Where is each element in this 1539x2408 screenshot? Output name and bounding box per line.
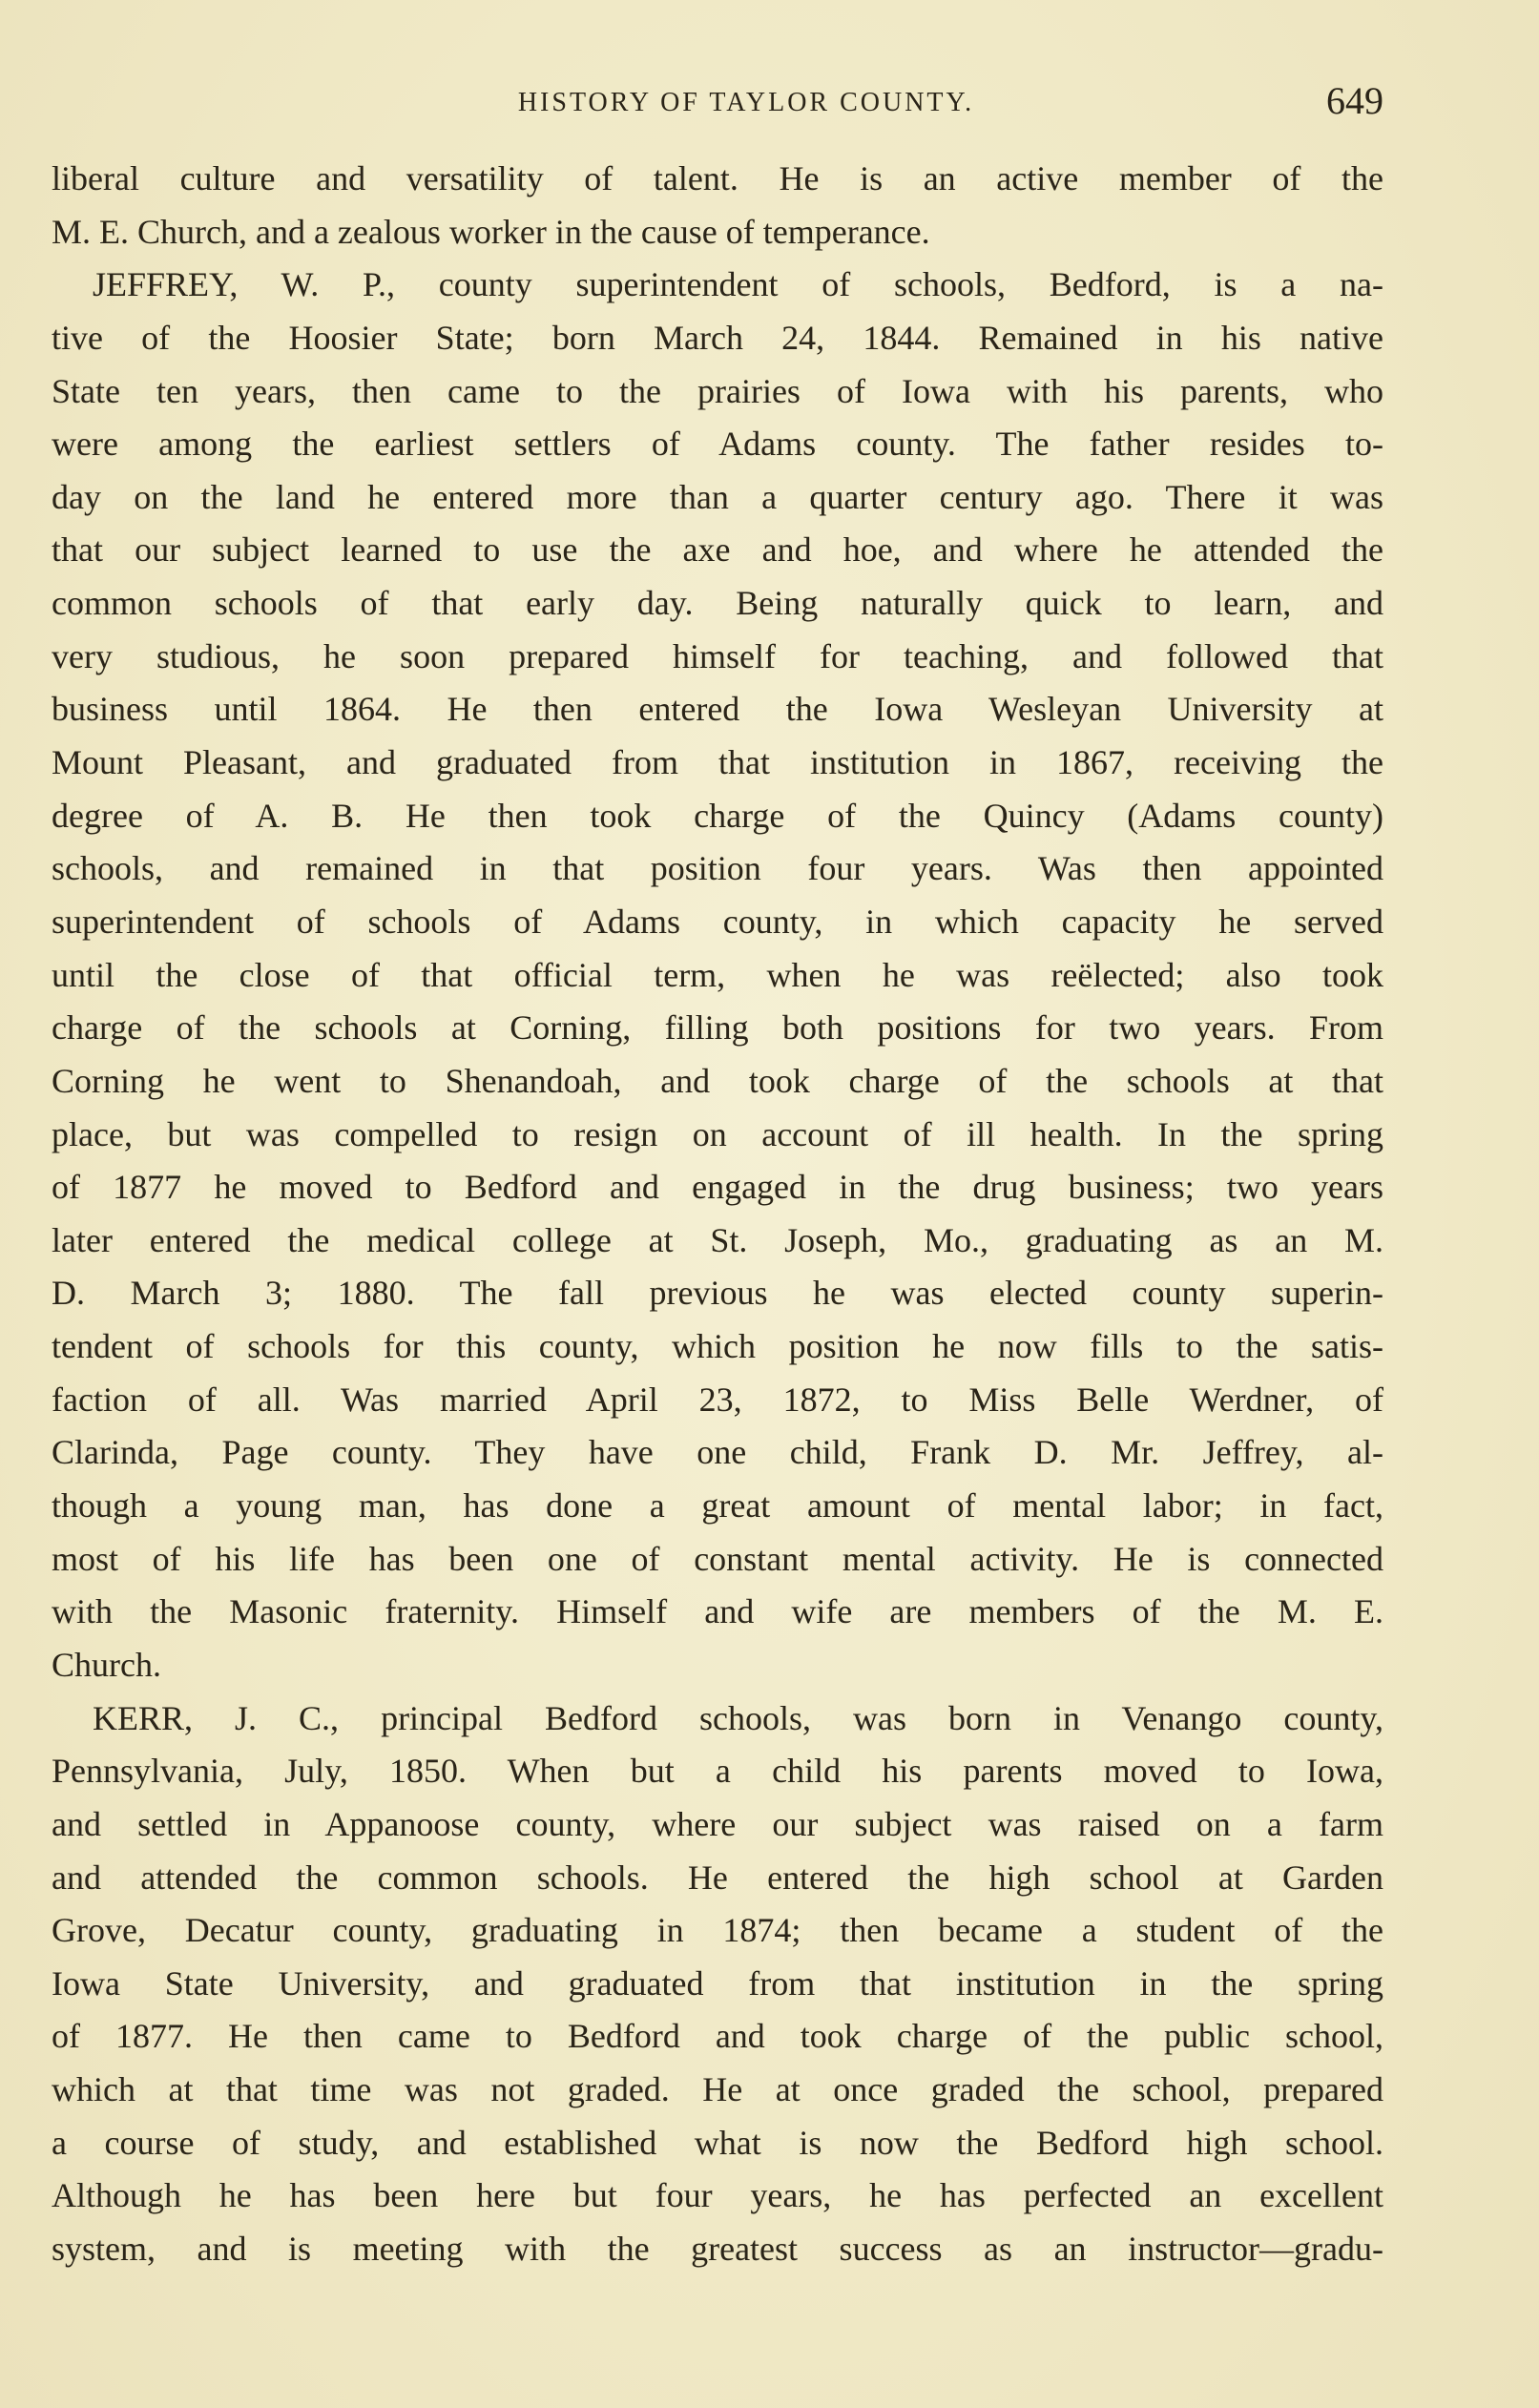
text-line: and attended the common schools. He entered the high school at Garden	[52, 1858, 1383, 1897]
text-line: most of his life has been one of constant mental activity. He is connected	[52, 1539, 1383, 1578]
text-line: system, and is meeting with the greatest success as an instructor—gradu-	[52, 2229, 1383, 2268]
text-line: business until 1864. He then entered the Iowa Wesleyan University at	[52, 690, 1383, 729]
text-line: a course of study, and established what is now the Bedford high school.	[52, 2123, 1383, 2162]
text-line: and settled in Appanoose county, where our subject was raised on a farm	[52, 1804, 1383, 1843]
text-line: which at that time was not graded. He at once graded the school, prepared	[52, 2070, 1383, 2109]
text-line: common schools of that early day. Being naturally quick to learn, and	[52, 584, 1383, 623]
text-line: superintendent of schools of Adams county, in which capacity he served	[52, 902, 1383, 941]
text-line: day on the land he entered more than a quarter century ago. There it was	[52, 477, 1383, 516]
text-line: with the Masonic fraternity. Himself and wife are members of the M. E.	[52, 1592, 1383, 1631]
text-line: of 1877 he moved to Bedford and engaged in the drug business; two years	[52, 1168, 1383, 1207]
text-line: D. March 3; 1880. The fall previous he was elected county superin-	[52, 1274, 1383, 1313]
text-line: Although he has been here but four years, he has perfected an excellent	[52, 2176, 1383, 2215]
text-line: State ten years, then came to the prairies of Iowa with his parents, who	[52, 371, 1383, 410]
text-line: were among the earliest settlers of Adams county. The father resides to-	[52, 425, 1383, 464]
text-line: Corning he went to Shenandoah, and took charge of the schools at that	[52, 1061, 1383, 1100]
text-line: KERR, J. C., principal Bedford schools, was born in Venango county,	[93, 1698, 1383, 1737]
text-line: tive of the Hoosier State; born March 24, 1844. Remained in his native	[52, 318, 1383, 357]
text-line: that our subject learned to use the axe and hoe, and where he attended the	[52, 530, 1383, 570]
text-line: M. E. Church, and a zealous worker in the cause of temperance.	[52, 212, 930, 251]
text-line: very studious, he soon prepared himself for teaching, and followed that	[52, 636, 1383, 675]
text-line: until the close of that official term, when he was reëlected; also took	[52, 955, 1383, 994]
text-line: Clarinda, Page county. They have one child, Frank D. Mr. Jeffrey, al-	[52, 1433, 1383, 1472]
page-header	[52, 78, 1383, 126]
text-line: Grove, Decatur county, graduating in 1874; then became a student of the	[52, 1911, 1383, 1950]
body-text	[52, 153, 1383, 2276]
text-line: charge of the schools at Corning, filling both positions for two years. From	[52, 1008, 1383, 1048]
text-line: schools, and remained in that position four years. Was then appointed	[52, 849, 1383, 888]
text-line: JEFFREY, W. P., county superintendent of schools, Bedford, is a na-	[93, 265, 1383, 304]
text-line: Church.	[52, 1645, 161, 1684]
text-line: degree of A. B. He then took charge of the Quincy (Adams county)	[52, 796, 1383, 835]
text-line: place, but was compelled to resign on account of ill health. In the spring	[52, 1114, 1383, 1153]
text-line: Mount Pleasant, and graduated from that institution in 1867, receiving the	[52, 743, 1383, 782]
page-number: 649	[1326, 79, 1383, 122]
text-line: though a young man, has done a great amount of mental labor; in fact,	[52, 1486, 1383, 1526]
text-line: tendent of schools for this county, which position he now fills to the satis-	[52, 1327, 1383, 1366]
running-head: HISTORY OF TAYLOR COUNTY.	[517, 88, 975, 117]
text-line: Pennsylvania, July, 1850. When but a child his parents moved to Iowa,	[52, 1752, 1383, 1791]
text-line: of 1877. He then came to Bedford and took charge of the public school,	[52, 2017, 1383, 2056]
text-line: faction of all. Was married April 23, 1872, to Miss Belle Werdner, of	[52, 1380, 1383, 1419]
text-line: later entered the medical college at St. Joseph, Mo., graduating as an M.	[52, 1220, 1383, 1259]
text-line: liberal culture and versatility of talent. He is an active member of the	[52, 159, 1383, 197]
text-line: Iowa State University, and graduated from that institution in the spring	[52, 1963, 1383, 2003]
